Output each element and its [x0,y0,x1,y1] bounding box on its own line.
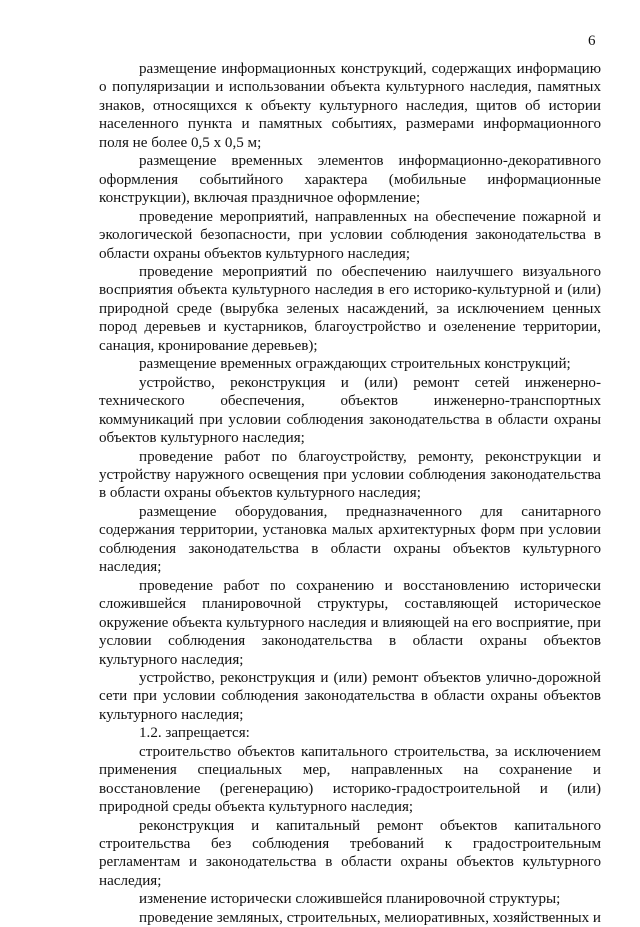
paragraph-planning-structure-change: изменение исторически сложившейся планировочной структуры; [139,891,561,908]
paragraph-earthworks: проведение земляных, строительных, мелиоративных, хозяйственных и [139,909,601,926]
paragraph-road-network: устройство, реконструкция и (или) ремонт объектов улично-дорожной сети при условии соблюдения законодательства в области охраны объектов культурного наследия; [99,669,601,723]
paragraph-visual-perception: проведение мероприятий по обеспечению наилучшего визуального восприятия объекта культурного наследия в его историко-культурной и (или) природной среде (вырубка зеленых насаждений, за исключением ценных пород деревьев и кустарников, благоустройство и озеленение территории, санация, кронирование деревьев); [99,263,601,354]
paragraph-info-constructions: размещение информационных конструкций, содержащих информацию о популяризации и использовании объекта культурного наследия, памятных знаков, относящихся к объекту культурного наследия, щитов об истории населенного пункта и памятных событиях, размерами информационного поля не более 0,5 х 0,5 м; [99,61,601,151]
paragraph-temporary-fences: размещение временных ограждающих строительных конструкций; [139,356,571,373]
section-heading-prohibited: 1.2. запрещается: [139,725,250,742]
paragraph-temporary-decor: размещение временных элементов информационно-декоративного оформления событийного характера (мобильные информационные конструкции), включая праздничное оформление; [99,153,601,207]
document-body [99,60,601,927]
paragraph-planning-structure-works: проведение работ по сохранению и восстановлению исторически сложившейся планировочной структуры, составляющей историческое окружение объекта культурного наследия и влияющей на его восприятие, при условии соблюдения законодательства в области охраны объектов культурного наследия; [99,577,601,668]
page-number: 6 [588,33,596,49]
paragraph-reconstruction-repair: реконструкция и капитальный ремонт объектов капитального строительства без соблюдения требований к градостроительным регламентам и законодательства в области охраны объектов культурного наследия; [99,817,601,889]
paragraph-fire-ecology-safety: проведение мероприятий, направленных на обеспечение пожарной и экологической безопасности, при условии соблюдения законодательства в области охраны объектов культурного наследия; [99,208,601,262]
paragraph-capital-construction: строительство объектов капитального строительства, за исключением применения специальных мер, направленных на сохранение и восстановление (регенерацию) историко-градостроительной и (или) природной среды объекта культурного наследия; [99,743,601,816]
paragraph-sanitary-equipment: размещение оборудования, предназначенного для санитарного содержания территории, установка малых архитектурных форм при условии соблюдения законодательства в области охраны объектов культурного наследия; [99,503,601,576]
paragraph-engineering-networks: устройство, реконструкция и (или) ремонт сетей инженерно-технического обеспечения, объектов инженерно-транспортных коммуникаций при условии соблюдения законодательства в области охраны объектов культурного наследия; [99,374,601,447]
paragraph-improvement-lighting: проведение работ по благоустройству, ремонту, реконструкции и устройству наружного освещения при условии соблюдения законодательства в области охраны объектов культурного наследия; [99,448,601,502]
